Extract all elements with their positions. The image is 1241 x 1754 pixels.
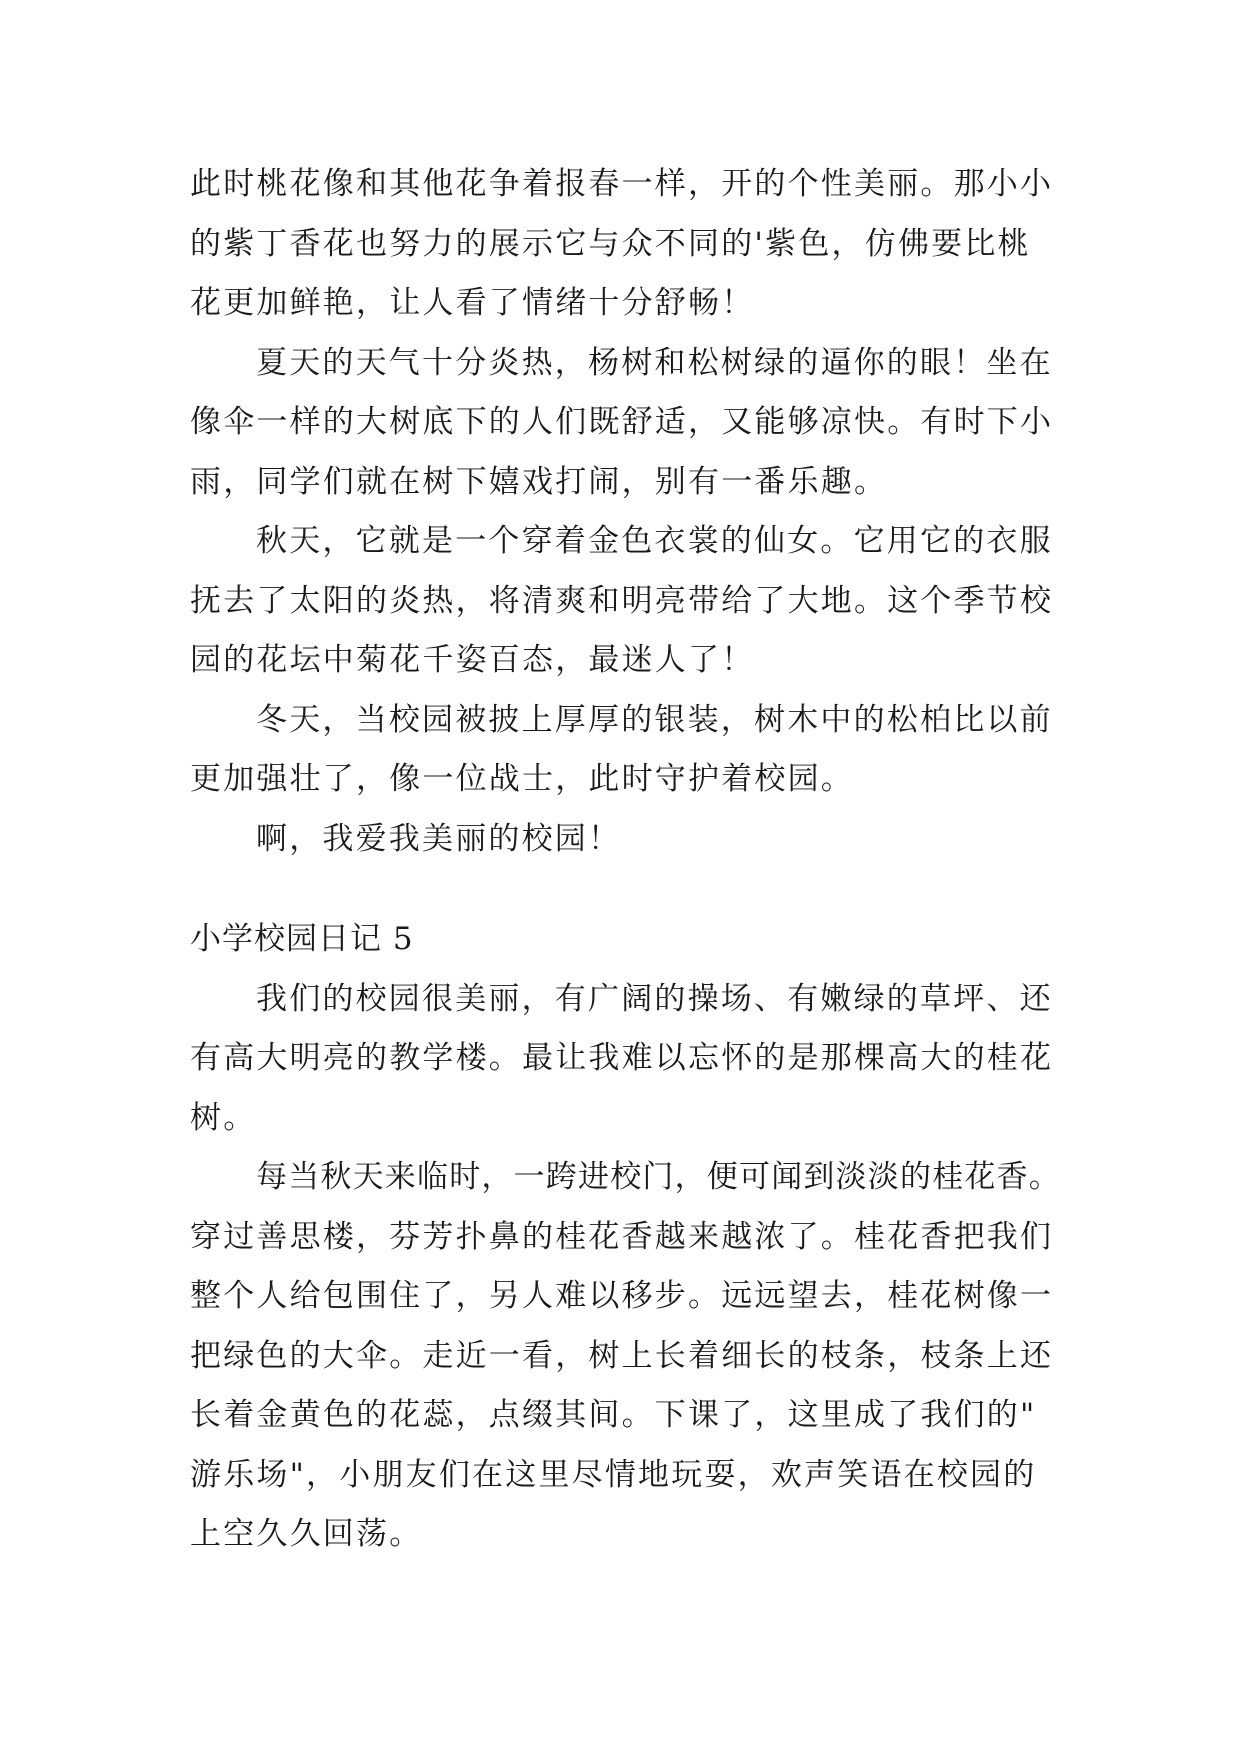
paragraph-line: 雨，同学们就在树下嬉戏打闹，别有一番乐趣。	[190, 463, 888, 500]
paragraph-line: 此时桃花像和其他花争着报春一样，开的个性美丽。那小小	[190, 166, 1054, 202]
paragraph-line: 花更加鲜艳，让人看了情绪十分舒畅！	[190, 285, 755, 321]
paragraph-line: 我们的校园很美丽，有广阔的操场、有嫩绿的草坪、还	[256, 980, 1053, 1017]
paragraph-line: 每当秋天来临时，一跨进校门，便可闻到淡淡的桂花香。	[256, 1159, 1061, 1195]
paragraph-line: 秋天，它就是一个穿着金色衣裳的仙女。它用它的衣服	[256, 523, 1053, 559]
paragraph-line: 长着金黄色的花蕊，点缀其间。下课了，这里成了我们的"	[190, 1397, 1037, 1433]
diary-section-4-continued	[190, 155, 1054, 869]
paragraph-line: 游乐场"，小朋友们在这里尽情地玩耍，欢声笑语在校园的	[190, 1456, 1037, 1493]
paragraph-line: 穿过善思楼，芬芳扑鼻的桂花香越来越浓了。桂花香把我们	[190, 1218, 1054, 1255]
paragraph-line: 园的花坛中菊花千姿百态，最迷人了！	[190, 642, 755, 678]
paragraph-line: 上空久久回荡。	[190, 1516, 423, 1552]
paragraph-line: 夏天的天气十分炎热，杨树和松树绿的逼你的眼！坐在	[256, 344, 1053, 381]
diary-section-5	[190, 910, 1061, 1565]
paragraph-line: 有高大明亮的教学楼。最让我难以忘怀的是那棵高大的桂花	[190, 1040, 1054, 1076]
paragraph-line: 啊，我爱我美丽的校园！	[256, 820, 622, 857]
paragraph-line: 的紫丁香花也努力的展示它与众不同的'紫色，仿佛要比桃	[190, 225, 1031, 262]
paragraph-line: 像伞一样的大树底下的人们既舒适，又能够凉快。有时下小	[190, 404, 1054, 440]
paragraph-line: 更加强壮了，像一位战士，此时守护着校园。	[190, 761, 854, 797]
section-title: 小学校园日记 5	[190, 921, 414, 957]
paragraph-line: 冬天，当校园被披上厚厚的银装，树木中的松柏比以前	[256, 701, 1053, 738]
paragraph-line: 树。	[190, 1099, 257, 1136]
paragraph-line: 整个人给包围住了，另人难以移步。远远望去，桂花树像一	[190, 1278, 1054, 1314]
paragraph-line: 把绿色的大伞。走近一看，树上长着细长的枝条，枝条上还	[190, 1337, 1054, 1374]
paragraph-line: 抚去了太阳的炎热，将清爽和明亮带给了大地。这个季节校	[190, 582, 1054, 619]
